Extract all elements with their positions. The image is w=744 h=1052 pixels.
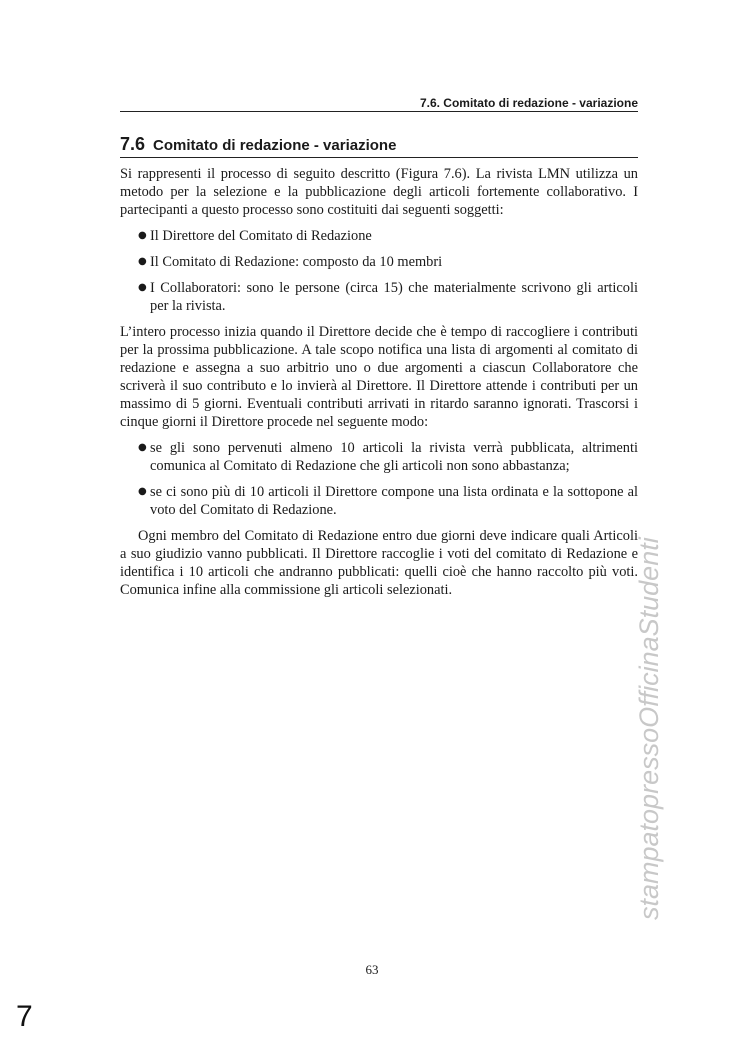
bullet-icon: ● bbox=[138, 486, 147, 497]
body-text bbox=[120, 165, 638, 607]
intro-paragraph: Si rappresenti il processo di seguito descritto (Figura 7.6). La rivista LMN utilizza un metodo per la selezione e la pubblicazione degli articoli fortemente collaborativo. I partecipanti a questo processo sono costituiti dai seguenti soggetti: bbox=[120, 166, 638, 218]
list-item-text: se ci sono più di 10 articoli il Direttore compone una lista ordinata e la sottopone al voto del Comitato di Redazione. bbox=[150, 484, 638, 518]
watermark: stampatopressoOfficinaStudenti bbox=[634, 537, 664, 920]
participants-list bbox=[120, 227, 638, 315]
bullet-icon: ● bbox=[138, 230, 147, 241]
list-item bbox=[120, 253, 638, 271]
list-item bbox=[120, 279, 638, 315]
list-item-text: Il Comitato di Redazione: composto da 10 membri bbox=[150, 254, 443, 270]
conditions-list bbox=[120, 439, 638, 519]
list-item-text: se gli sono pervenuti almeno 10 articoli la rivista verrà pubblicata, altrimenti comunica al Comitato di Redazione che gli articoli non sono abbastanza; bbox=[150, 440, 638, 474]
list-item bbox=[120, 483, 638, 519]
list-item-text: Il Direttore del Comitato di Redazione bbox=[150, 228, 372, 244]
page-number: 63 bbox=[365, 962, 379, 977]
process-paragraph: L’intero processo inizia quando il Direttore decide che è tempo di raccogliere i contributi per la prossima pubblicazione. A tale scopo notifica una lista di argomenti al comitato di redazione e assegna a suo arbitrio uno o due argomenti a ciascun Collaboratore che scriverà il suo contributo e lo invierà al Direttore. Il Direttore attende i contributi per un massimo di 5 giorni. Eventuali contributi arrivati in ritardo saranno ignorati. Trascorsi i cinque giorni il Direttore procede nel seguente modo: bbox=[120, 324, 638, 430]
bullet-icon: ● bbox=[138, 256, 147, 267]
list-item bbox=[120, 227, 638, 245]
section-heading bbox=[120, 134, 638, 156]
chapter-marker: 7 bbox=[16, 1000, 33, 1033]
bullet-icon: ● bbox=[138, 282, 147, 293]
section-number: 7.6 bbox=[120, 134, 146, 154]
running-header: 7.6. Comitato di redazione - variazione bbox=[419, 96, 638, 110]
section-title: Comitato di redazione - variazione bbox=[153, 137, 397, 154]
bullet-icon: ● bbox=[138, 442, 147, 453]
list-item-text: I Collaboratori: sono le persone (circa 15) che materialmente scrivono gli articoli per la rivista. bbox=[150, 280, 638, 314]
voting-paragraph: Ogni membro del Comitato di Redazione entro due giorni deve indicare quali Articoli a suo giudizio vanno pubblicati. Il Direttore raccoglie i voti del comitato di Redazione e identifica i 10 articoli che andranno pubblicati: quelli cioè che hanno raccolto più voti. Comunica infine alla commissione gli articoli selezionati. bbox=[120, 528, 638, 598]
header-rule bbox=[120, 111, 638, 112]
section-rule bbox=[120, 157, 638, 158]
list-item bbox=[120, 439, 638, 475]
